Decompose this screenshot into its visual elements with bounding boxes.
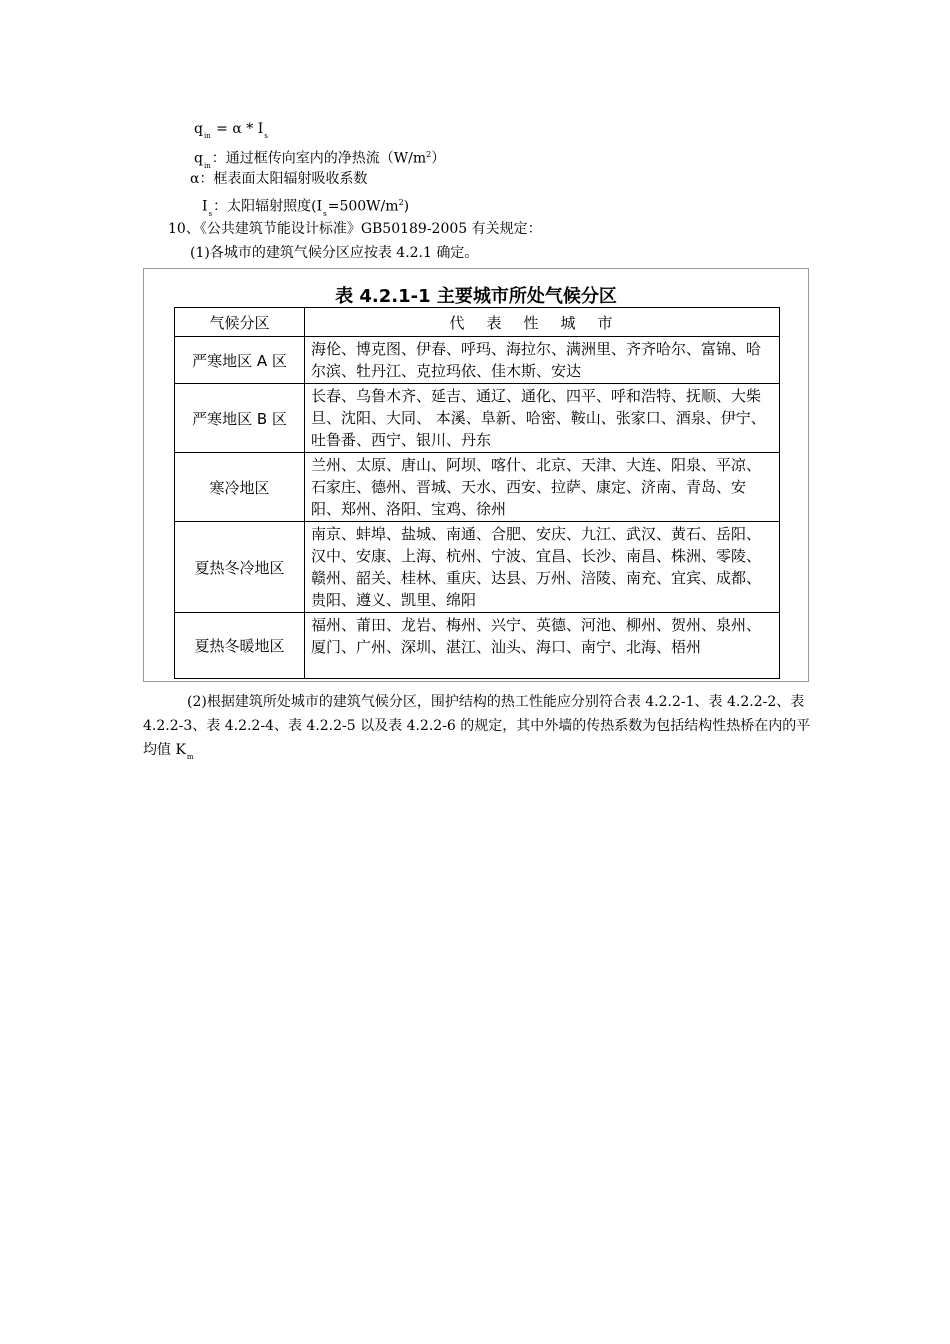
table-row [175, 453, 780, 522]
zone-cell: 严寒地区 A 区 [175, 337, 305, 384]
def-i [202, 194, 409, 223]
def-i-sup: 2 [398, 198, 404, 207]
q-symbol: q [194, 150, 203, 167]
header-cities: 代表性城市 [305, 308, 780, 337]
table-title: 表 4.2.1-1 主要城市所处气候分区 [335, 286, 617, 307]
climate-zone-table [174, 307, 780, 679]
i-subscript-2: s [323, 209, 327, 218]
table-row [175, 522, 780, 613]
zone-cell: 严寒地区 B 区 [175, 384, 305, 453]
cities-cell: 兰州、太原、唐山、阿坝、喀什、北京、天津、大连、阳泉、平凉、石家庄、德州、晋城、天水、西安、拉萨、康定、济南、青岛、安阳、郑州、洛阳、宝鸡、徐州 [305, 453, 780, 522]
def-q-sup: 2 [426, 150, 432, 159]
q-symbol: q [194, 121, 203, 137]
header-zone: 气候分区 [175, 308, 305, 337]
table-header-row [175, 308, 780, 337]
formula-line [194, 120, 269, 145]
cities-cell: 南京、蚌埠、盐城、南通、合肥、安庆、九江、武汉、黄石、岳阳、汉中、安康、上海、杭州、宁波、宜昌、长沙、南昌、株洲、零陵、赣州、韶关、桂林、重庆、达县、万州、涪陵、南充、宜宾、成都、贵阳、遵义、凯里、绵阳 [305, 522, 780, 613]
cities-cell: 长春、乌鲁木齐、延吉、通辽、通化、四平、呼和浩特、抚顺、大柴旦、沈阳、大同、 本溪、阜新、哈密、鞍山、张家口、酒泉、伊宁、吐鲁番、西宁、银川、丹东 [305, 384, 780, 453]
def-alpha: α：框表面太阳辐射吸收系数 [190, 171, 368, 187]
item-2-subscript: m [186, 753, 194, 761]
item-10: 10、《公共建筑节能设计标准》GB50189-2005 有关规定： [168, 221, 542, 237]
zone-cell: 夏热冬冷地区 [175, 522, 305, 613]
cities-cell: 福州、莆田、龙岩、梅州、兴宁、英德、河池、柳州、贺州、泉州、厦门、广州、深圳、湛江、汕头、海口、南宁、北海、梧州 [305, 613, 780, 679]
def-i-text: ：太阳辐射照度(I [213, 198, 323, 215]
zone-cell: 夏热冬暖地区 [175, 613, 305, 679]
def-i-value: =500W/m [327, 198, 399, 215]
i-symbol: I [202, 198, 208, 215]
formula-body: = α * I [211, 121, 264, 137]
i-subscript: s [264, 132, 268, 140]
q-subscript: in [203, 161, 211, 170]
item-2-text: (2)根据建筑所处城市的建筑气候分区，围护结构的热工性能应分别符合表 4.2.2-1、表 4.2.2-2、表 4.2.2-3、表 4.2.2-4、表 4.2.2-5 以及表 4.2.2-6 的规定，其中外墙的传热系数为包括结构性热桥在内的平均值 K [143, 694, 811, 758]
table-row [175, 384, 780, 453]
zone-cell: 寒冷地区 [175, 453, 305, 522]
table-row [175, 337, 780, 384]
def-q-close: ） [431, 150, 446, 167]
def-i-close: ) [403, 198, 410, 215]
table-row [175, 613, 780, 679]
i-subscript: s [208, 209, 213, 218]
def-q-text: ：通过框传向室内的净热流（W/m [211, 150, 427, 167]
cities-cell: 海伦、博克图、伊春、呼玛、海拉尔、满洲里、齐齐哈尔、富锦、哈尔滨、牡丹江、克拉玛依、佳木斯、安达 [305, 337, 780, 384]
item-1: (1)各城市的建筑气候分区应按表 4.2.1 确定。 [190, 245, 479, 261]
item-2 [143, 690, 813, 769]
q-subscript: in [203, 132, 211, 140]
